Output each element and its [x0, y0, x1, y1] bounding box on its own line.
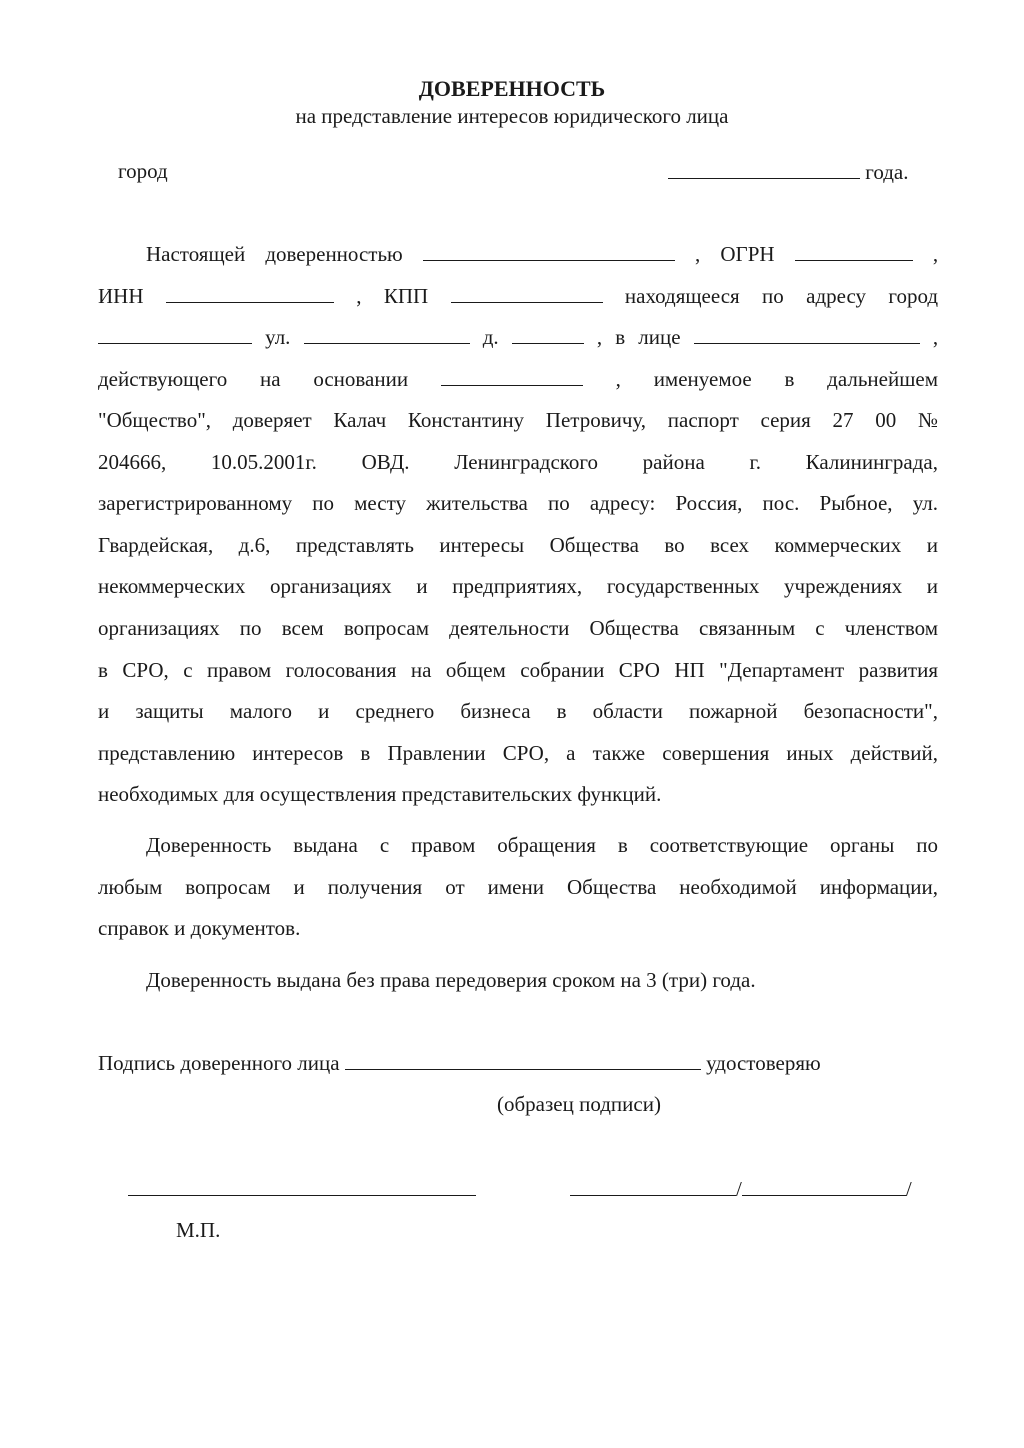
house-label: д. — [482, 325, 499, 349]
body-line: зарегистрированному по месту жительства по адресу: Россия, пос. Рыбное, ул. — [98, 491, 938, 515]
street-label: ул. — [265, 325, 291, 349]
basis-blank[interactable] — [441, 365, 583, 386]
signer-name-blank[interactable] — [742, 1175, 906, 1196]
signature-label: Подпись доверенного лица — [98, 1051, 340, 1075]
body-line-last: необходимых для осуществления представительских функций. — [98, 782, 662, 806]
date-line — [668, 158, 909, 185]
ogrn-blank[interactable] — [795, 240, 913, 261]
representative-blank[interactable] — [694, 323, 920, 344]
date-blank[interactable] — [668, 158, 860, 179]
document-subtitle: на представление интересов юридического лица — [295, 104, 729, 128]
city-label: город — [118, 159, 168, 183]
basis-label: действующего на основании — [98, 367, 409, 391]
document-title: ДОВЕРЕННОСТЬ — [418, 76, 606, 101]
body-line: в СРО, с правом голосования на общем собрании СРО НП "Департамент развития — [98, 658, 938, 682]
paragraph2-line: Доверенность выдана с правом обращения в соответствующие органы по — [146, 833, 938, 857]
signature-decode-line — [570, 1175, 912, 1202]
signature-sample-caption: (образец подписи) — [497, 1092, 661, 1116]
fields-line-2: ИНН , КПП находящееся по адресу город — [98, 284, 939, 308]
fields-line-3: ул. д. , в лице , — [98, 323, 938, 350]
body-line: некоммерческих организациях и предприятиях, государственных учреждениях и — [98, 574, 938, 598]
ogrn-label: ОГРН — [720, 242, 775, 266]
slash-separator: / — [905, 1177, 912, 1201]
stamp-label: М.П. — [176, 1218, 221, 1242]
certify-label: удостоверяю — [706, 1051, 821, 1075]
year-label: года. — [865, 160, 909, 184]
body-line: организациях по всем вопросам деятельности Общества связанным с членством — [98, 616, 938, 640]
body-line: 204666, 10.05.2001г. ОВД. Ленинградского района г. Калининграда, — [98, 450, 938, 474]
organization-signature-line — [128, 1175, 476, 1202]
kpp-blank[interactable] — [451, 282, 603, 303]
body-line: Гвардейская, д.6, представлять интересы Общества во всех коммерческих и — [98, 533, 938, 557]
inn-label: ИНН — [98, 284, 144, 308]
org-name-blank[interactable] — [423, 240, 675, 261]
hereinafter-label: именуемое в дальнейшем — [653, 367, 938, 391]
slash-separator: / — [736, 1177, 742, 1201]
street-blank[interactable] — [304, 323, 470, 344]
paragraph2-line: любым вопросам и получения от имени Общества необходимой информации, — [98, 875, 938, 899]
house-blank[interactable] — [512, 323, 584, 344]
fields-line-1: Настоящей доверенностью , ОГРН , — [146, 242, 939, 266]
body-line: и защиты малого и среднего бизнеса в области пожарной безопасности", — [98, 699, 938, 723]
intro-label: Настоящей доверенностью — [146, 242, 403, 266]
body-line: "Общество", доверяет Калач Константину Петровичу, паспорт серия 27 00 № — [98, 408, 938, 432]
kpp-label: КПП — [383, 284, 429, 308]
paragraph2-line-last: справок и документов. — [98, 916, 301, 940]
fields-line-4: действующего на основании , именуемое в дальнейшем — [98, 367, 938, 391]
signature-blank[interactable] — [345, 1049, 701, 1070]
signature-line — [98, 1049, 821, 1076]
inn-blank[interactable] — [166, 282, 334, 303]
org-signature-blank[interactable] — [128, 1175, 476, 1196]
city-blank[interactable] — [98, 323, 252, 344]
in-person-label: в лице — [615, 325, 681, 349]
signer-signature-blank[interactable] — [570, 1175, 736, 1196]
paragraph3: Доверенность выдана без права передоверия сроком на 3 (три) года. — [146, 968, 756, 992]
body-line: представлению интересов в Правлении СРО, а также совершения иных действий, — [98, 741, 938, 765]
address-label: находящееся по адресу город — [624, 284, 939, 308]
